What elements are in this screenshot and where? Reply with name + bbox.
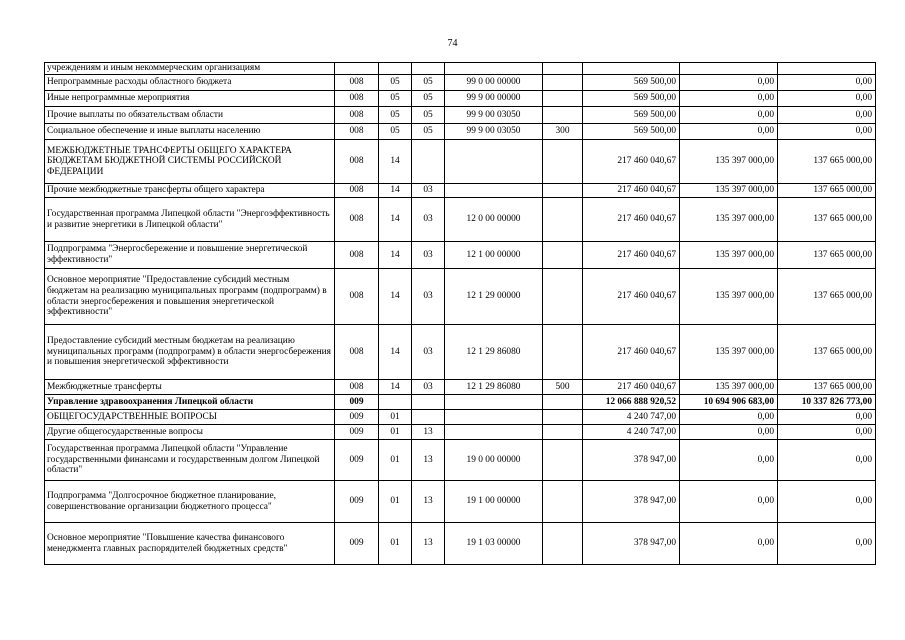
table-row	[45, 91, 876, 107]
expense-type-cell	[543, 242, 583, 269]
table-row	[45, 107, 876, 124]
amount-year2-cell: 135 397 000,00	[680, 140, 778, 184]
amount-year1-cell: 569 500,00	[583, 124, 680, 140]
section-code-cell: 14	[379, 325, 412, 380]
row-name-cell: Государственная программа Липецкой области "Управление государственными финансами и государственным долгом Липецкой области"	[45, 440, 335, 481]
table-row	[45, 325, 876, 380]
expense-type-cell	[543, 440, 583, 481]
subsection-code-cell	[412, 140, 445, 184]
subsection-code-cell: 03	[412, 325, 445, 380]
row-name-cell: Предоставление субсидий местным бюджетам на реализацию муниципальных программ (подпрограмм) в области энергосбережения и повышения энергетической эффективности	[45, 325, 335, 380]
amount-year1-cell: 217 460 040,67	[583, 242, 680, 269]
amount-year3-cell: 137 665 000,00	[778, 380, 876, 395]
section-code-cell: 05	[379, 75, 412, 91]
table-row	[45, 140, 876, 184]
amount-year1-cell: 378 947,00	[583, 523, 680, 565]
subsection-code-cell: 13	[412, 440, 445, 481]
amount-year1-cell: 217 460 040,67	[583, 198, 680, 242]
amount-year1-cell: 217 460 040,67	[583, 140, 680, 184]
row-name-cell: Непрограммные расходы областного бюджета	[45, 75, 335, 91]
amount-year3-cell: 10 337 826 773,00	[778, 395, 876, 410]
subsection-code-cell: 03	[412, 184, 445, 198]
page-number: 74	[447, 38, 458, 49]
amount-year2-cell: 0,00	[680, 425, 778, 440]
expense-type-cell	[543, 63, 583, 75]
expense-type-cell	[543, 75, 583, 91]
section-code-cell: 14	[379, 269, 412, 325]
amount-year1-cell: 569 500,00	[583, 107, 680, 124]
section-code-cell: 14	[379, 140, 412, 184]
row-name-cell: Прочие межбюджетные трансферты общего характера	[45, 184, 335, 198]
subsection-code-cell: 03	[412, 242, 445, 269]
subsection-code-cell: 13	[412, 481, 445, 523]
amount-year2-cell: 135 397 000,00	[680, 198, 778, 242]
section-code-cell	[379, 63, 412, 75]
amount-year1-cell: 4 240 747,00	[583, 425, 680, 440]
section-code-cell: 01	[379, 523, 412, 565]
ministry-code-cell: 009	[335, 410, 379, 425]
target-article-cell: 19 0 00 00000	[445, 440, 543, 481]
target-article-cell: 12 1 29 86080	[445, 380, 543, 395]
amount-year3-cell: 0,00	[778, 107, 876, 124]
section-code-cell: 01	[379, 410, 412, 425]
amount-year1-cell: 569 500,00	[583, 91, 680, 107]
amount-year2-cell: 135 397 000,00	[680, 325, 778, 380]
subsection-code-cell	[412, 63, 445, 75]
expense-type-cell	[543, 184, 583, 198]
table-row	[45, 63, 876, 75]
budget-table-body	[45, 63, 876, 565]
amount-year3-cell: 137 665 000,00	[778, 198, 876, 242]
amount-year2-cell: 0,00	[680, 523, 778, 565]
row-name-cell: Иные непрограммные мероприятия	[45, 91, 335, 107]
expense-type-cell	[543, 481, 583, 523]
amount-year3-cell	[778, 63, 876, 75]
amount-year1-cell: 4 240 747,00	[583, 410, 680, 425]
target-article-cell	[445, 425, 543, 440]
amount-year3-cell: 0,00	[778, 425, 876, 440]
amount-year3-cell: 137 665 000,00	[778, 325, 876, 380]
section-code-cell: 05	[379, 124, 412, 140]
amount-year2-cell: 0,00	[680, 91, 778, 107]
ministry-code-cell: 008	[335, 140, 379, 184]
section-code-cell: 01	[379, 440, 412, 481]
target-article-cell: 19 1 03 00000	[445, 523, 543, 565]
expense-type-cell: 300	[543, 124, 583, 140]
amount-year2-cell: 0,00	[680, 75, 778, 91]
expense-type-cell	[543, 91, 583, 107]
table-row	[45, 395, 876, 410]
section-code-cell	[379, 395, 412, 410]
expense-type-cell	[543, 395, 583, 410]
expense-type-cell: 500	[543, 380, 583, 395]
subsection-code-cell: 13	[412, 425, 445, 440]
row-name-cell: Подпрограмма "Долгосрочное бюджетное планирование, совершенствование организации бюджетного процесса"	[45, 481, 335, 523]
row-name-cell: Социальное обеспечение и иные выплаты населению	[45, 124, 335, 140]
table-row	[45, 75, 876, 91]
subsection-code-cell: 03	[412, 269, 445, 325]
expense-type-cell	[543, 523, 583, 565]
ministry-code-cell: 009	[335, 523, 379, 565]
amount-year2-cell: 0,00	[680, 440, 778, 481]
target-article-cell: 99 9 00 03050	[445, 124, 543, 140]
budget-table	[44, 62, 876, 565]
target-article-cell: 99 9 00 03050	[445, 107, 543, 124]
amount-year1-cell: 217 460 040,67	[583, 380, 680, 395]
target-article-cell	[445, 184, 543, 198]
ministry-code-cell: 008	[335, 91, 379, 107]
amount-year3-cell: 137 665 000,00	[778, 269, 876, 325]
table-row	[45, 425, 876, 440]
expense-type-cell	[543, 107, 583, 124]
target-article-cell: 12 1 29 00000	[445, 269, 543, 325]
amount-year3-cell: 0,00	[778, 523, 876, 565]
row-name-cell: Прочие выплаты по обязательствам области	[45, 107, 335, 124]
target-article-cell	[445, 63, 543, 75]
row-name-cell: Основное мероприятие "Предоставление субсидий местным бюджетам на реализацию муниципальных программ (подпрограмм) в области энергосбережения и повышения энергетической эффективности"	[45, 269, 335, 325]
amount-year2-cell: 10 694 906 683,00	[680, 395, 778, 410]
amount-year3-cell: 0,00	[778, 124, 876, 140]
amount-year2-cell: 135 397 000,00	[680, 269, 778, 325]
subsection-code-cell: 05	[412, 107, 445, 124]
section-code-cell: 01	[379, 481, 412, 523]
subsection-code-cell: 13	[412, 523, 445, 565]
table-row	[45, 184, 876, 198]
section-code-cell: 05	[379, 107, 412, 124]
amount-year1-cell: 217 460 040,67	[583, 325, 680, 380]
ministry-code-cell	[335, 63, 379, 75]
ministry-code-cell: 008	[335, 325, 379, 380]
amount-year3-cell: 0,00	[778, 91, 876, 107]
ministry-code-cell: 008	[335, 380, 379, 395]
subsection-code-cell: 03	[412, 380, 445, 395]
ministry-code-cell: 008	[335, 242, 379, 269]
table-row	[45, 380, 876, 395]
expense-type-cell	[543, 198, 583, 242]
target-article-cell: 99 0 00 00000	[445, 75, 543, 91]
amount-year1-cell: 378 947,00	[583, 440, 680, 481]
row-name-cell: Основное мероприятие "Повышение качества финансового менеджмента главных распорядителей бюджетных средств"	[45, 523, 335, 565]
amount-year2-cell: 0,00	[680, 410, 778, 425]
amount-year1-cell: 378 947,00	[583, 481, 680, 523]
amount-year3-cell: 137 665 000,00	[778, 140, 876, 184]
section-code-cell: 14	[379, 198, 412, 242]
ministry-code-cell: 008	[335, 124, 379, 140]
amount-year2-cell: 0,00	[680, 124, 778, 140]
ministry-code-cell: 008	[335, 184, 379, 198]
row-name-cell: Другие общегосударственные вопросы	[45, 425, 335, 440]
row-name-cell: Государственная программа Липецкой области "Энергоэффективность и развитие энергетики в Липецкой области"	[45, 198, 335, 242]
row-name-cell: Управление здравоохранения Липецкой области	[45, 395, 335, 410]
subsection-code-cell	[412, 410, 445, 425]
ministry-code-cell: 008	[335, 198, 379, 242]
subsection-code-cell: 03	[412, 198, 445, 242]
amount-year1-cell: 12 066 888 920,52	[583, 395, 680, 410]
amount-year3-cell: 0,00	[778, 440, 876, 481]
row-name-cell: ОБЩЕГОСУДАРСТВЕННЫЕ ВОПРОСЫ	[45, 410, 335, 425]
target-article-cell: 12 1 29 86080	[445, 325, 543, 380]
target-article-cell	[445, 140, 543, 184]
section-code-cell: 14	[379, 184, 412, 198]
section-code-cell: 01	[379, 425, 412, 440]
target-article-cell	[445, 395, 543, 410]
target-article-cell: 12 1 00 00000	[445, 242, 543, 269]
table-row	[45, 269, 876, 325]
amount-year3-cell: 137 665 000,00	[778, 184, 876, 198]
subsection-code-cell: 05	[412, 124, 445, 140]
expense-type-cell	[543, 325, 583, 380]
amount-year2-cell	[680, 63, 778, 75]
amount-year2-cell: 0,00	[680, 481, 778, 523]
amount-year3-cell: 0,00	[778, 75, 876, 91]
table-row	[45, 242, 876, 269]
expense-type-cell	[543, 425, 583, 440]
amount-year2-cell: 135 397 000,00	[680, 380, 778, 395]
amount-year1-cell: 217 460 040,67	[583, 184, 680, 198]
target-article-cell	[445, 410, 543, 425]
subsection-code-cell	[412, 395, 445, 410]
row-name-cell: МЕЖБЮДЖЕТНЫЕ ТРАНСФЕРТЫ ОБЩЕГО ХАРАКТЕРА БЮДЖЕТАМ БЮДЖЕТНОЙ СИСТЕМЫ РОССИЙСКОЙ ФЕДЕРАЦИИ	[45, 140, 335, 184]
target-article-cell: 12 0 00 00000	[445, 198, 543, 242]
amount-year1-cell: 569 500,00	[583, 75, 680, 91]
ministry-code-cell: 008	[335, 75, 379, 91]
expense-type-cell	[543, 410, 583, 425]
expense-type-cell	[543, 140, 583, 184]
row-name-cell: Межбюджетные трансферты	[45, 380, 335, 395]
ministry-code-cell: 008	[335, 107, 379, 124]
table-row	[45, 481, 876, 523]
table-row	[45, 523, 876, 565]
amount-year1-cell: 217 460 040,67	[583, 269, 680, 325]
amount-year2-cell: 135 397 000,00	[680, 242, 778, 269]
ministry-code-cell: 009	[335, 395, 379, 410]
table-row	[45, 440, 876, 481]
amount-year3-cell: 0,00	[778, 481, 876, 523]
target-article-cell: 19 1 00 00000	[445, 481, 543, 523]
row-name-cell: Подпрограмма "Энергосбережение и повышение энергетической эффективности"	[45, 242, 335, 269]
subsection-code-cell: 05	[412, 75, 445, 91]
ministry-code-cell: 009	[335, 481, 379, 523]
section-code-cell: 14	[379, 380, 412, 395]
amount-year2-cell: 135 397 000,00	[680, 184, 778, 198]
target-article-cell: 99 9 00 00000	[445, 91, 543, 107]
amount-year2-cell: 0,00	[680, 107, 778, 124]
section-code-cell: 05	[379, 91, 412, 107]
table-row	[45, 124, 876, 140]
amount-year3-cell: 0,00	[778, 410, 876, 425]
row-name-cell: учреждениям и иным некоммерческим организациям	[45, 63, 335, 75]
amount-year3-cell: 137 665 000,00	[778, 242, 876, 269]
section-code-cell: 14	[379, 242, 412, 269]
ministry-code-cell: 008	[335, 269, 379, 325]
table-row	[45, 198, 876, 242]
ministry-code-cell: 009	[335, 425, 379, 440]
table-row	[45, 410, 876, 425]
expense-type-cell	[543, 269, 583, 325]
subsection-code-cell: 05	[412, 91, 445, 107]
ministry-code-cell: 009	[335, 440, 379, 481]
amount-year1-cell	[583, 63, 680, 75]
